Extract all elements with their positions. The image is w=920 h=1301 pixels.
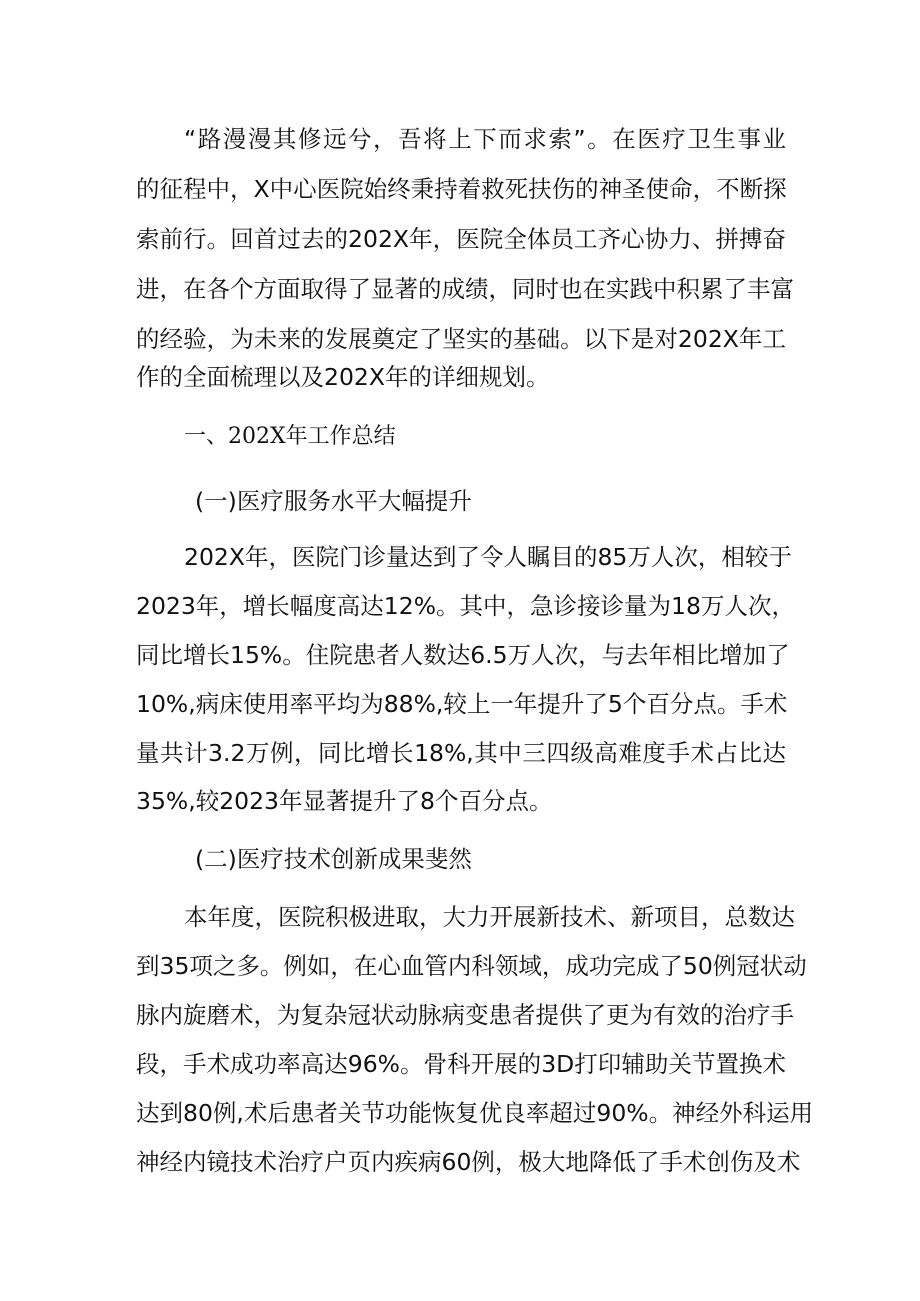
intro-line-4: 进，在各个方面取得了显著的成绩，同时也在实践中积累了丰富 <box>136 275 794 303</box>
para2-line-2: 到35项之多。例如，在心血管内科领域，成功完成了50例冠状动 <box>136 952 807 980</box>
subsection-heading-1: (一)医疗服务水平大幅提升 <box>195 487 472 515</box>
para2-line-3: 脉内旋磨术，为复杂冠状动脉病变患者提供了更为有效的治疗手 <box>136 1001 794 1029</box>
para1-line-2: 2023年，增长幅度高达12%。其中，急诊接诊量为18万人次， <box>136 592 795 620</box>
section-heading: 一、202X年工作总结 <box>184 424 396 449</box>
para1-line-3: 同比增长15%。住院患者人数达6.5万人次，与去年相比增加了 <box>136 641 790 669</box>
intro-line-1: “路漫漫其修远兮，吾将上下而求索”。在医疗卫生事业 <box>184 125 786 153</box>
para2-line-5: 达到80例,术后患者关节功能恢复优良率超过90%。神经外科运用 <box>136 1099 814 1127</box>
para1-line-5: 量共计3.2万例，同比增长18%,其中三四级高难度手术占比达 <box>136 739 786 767</box>
intro-line-5: 的经验，为未来的发展奠定了坚实的基础。以下是对202X年工 <box>136 325 786 353</box>
intro-line-3: 索前行。回首过去的202X年，医院全体员工齐心协力、拼搏奋 <box>136 225 786 253</box>
para2-line-4: 段，手术成功率高达96%。骨科开展的3D打印辅助关节置换术 <box>136 1050 786 1078</box>
para1-line-4: 10%,病床使用率平均为88%,较上一年提升了5个百分点。手术 <box>136 690 788 718</box>
intro-line-6: 作的全面梳理以及202X年的详细规划。 <box>136 363 550 391</box>
subsection-heading-2: (二)医疗技术创新成果斐然 <box>195 845 472 873</box>
intro-line-2: 的征程中，X中心医院始终秉持着救死扶伤的神圣使命，不断探 <box>136 175 787 203</box>
para1-line-1: 202X年，医院门诊量达到了令人瞩目的85万人次，相较于 <box>184 543 792 571</box>
para2-line-1: 本年度，医院积极进取，大力开展新技术、新项目，总数达 <box>184 903 795 931</box>
para1-line-6: 35%,较2023年显著提升了8个百分点。 <box>136 787 553 815</box>
para2-line-6: 神经内镜技术治疗户页内疾病60例，极大地降低了手术创伤及术 <box>136 1148 801 1176</box>
